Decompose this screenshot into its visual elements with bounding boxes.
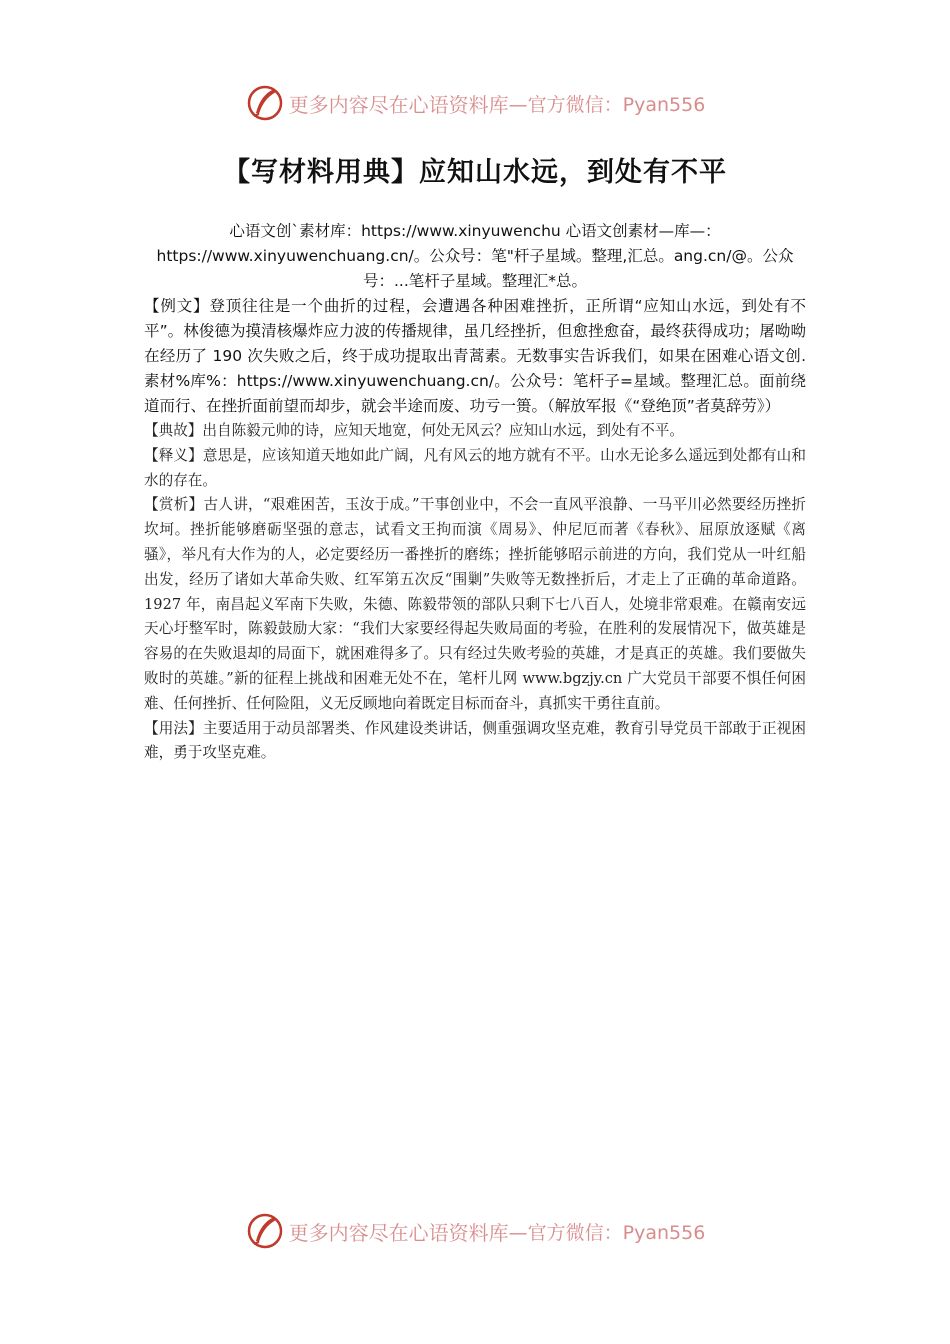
header-site-text: 更多内容尽在心语资料库	[288, 92, 509, 117]
header-banner	[0, 80, 950, 126]
intro-paragraph: 心语文创`素材库：https://www.xinyuwenchu 心语文创素材—库—：https://www.xinyuwenchuang.cn/。公众号：笔"杆子星域。整理,汇总。ang.cn/@。公众号：...笔杆子星域。整理汇*总。	[156, 222, 794, 290]
meaning-paragraph: 【释义】意思是，应该知道天地如此广阔，凡有风云的地方就有不平。山水无论多么遥远到处都有山和水的存在。	[144, 446, 806, 489]
quill-logo-icon	[245, 83, 285, 123]
footer-site-text: 更多内容尽在心语资料库	[288, 1220, 509, 1245]
quill-logo-icon	[245, 1211, 285, 1251]
source-paragraph: 【典故】出自陈毅元帅的诗，应知天地宽，何处无风云？应知山水远，到处有不平。	[144, 422, 684, 439]
document-body	[144, 294, 806, 766]
header-wechat-text: —官方微信：Pyan556	[508, 93, 706, 116]
page-title: 【写材料用典】应知山水远，到处有不平	[223, 157, 727, 188]
footer-banner	[0, 1208, 950, 1254]
analysis-paragraph: 【赏析】古人讲，“艰难困苦，玉汝于成。”干事创业中，不会一直风平浪静、一马平川必然要经历挫折坎坷。挫折能够磨砺坚强的意志，试看文王拘而演《周易》、仲尼厄而著《春秋》、屈原放逐赋《离骚》，举凡有大作为的人，必定要经历一番挫折的磨练；挫折能够昭示前进的方向，我们党从一叶红船出发，经历了诸如大革命失败、红军第五次反“围剿”失败等无数挫折后，才走上了正确的革命道路。1927 年，南昌起义军南下失败，朱德、陈毅带领的部队只剩下七八百人，处境非常艰难。在赣南安远天心圩整军时，陈毅鼓励大家：“我们大家要经得起失败局面的考验，在胜利的发展情况下，做英雄是容易的在失败退却的局面下，就困难得多了。只有经过失败考验的英雄，才是真正的英雄。我们要做失败时的英雄。”新的征程上挑战和困难无处不在，笔杆儿网 www.bgzjy.cn 广大党员干部要不惧任何困难、任何挫折、任何险阻，义无反顾地向着既定目标而奋斗，真抓实干勇往直前。	[144, 496, 806, 712]
usage-paragraph: 【用法】主要适用于动员部署类、作风建设类讲话，侧重强调攻坚克难，教育引导党员干部敢于正视困难，勇于攻坚克难。	[144, 719, 806, 762]
footer-wechat-text: —官方微信：Pyan556	[508, 1221, 706, 1244]
example-paragraph: 【例文】登顶往往是一个曲折的过程，会遭遇各种困难挫折，正所谓“应知山水远，到处有不平”。林俊德为摸清核爆炸应力波的传播规律，虽几经挫折，但愈挫愈奋，最终获得成功；屠呦呦在经历了 190 次失败之后，终于成功提取出青蒿素。无数事实告诉我们，如果在困难心语文创.素材%库%：https://www.xinyuwenchuang.cn/。公众号：笔杆子=星域。整理汇总。面前绕道而行、在挫折面前望而却步，就会半途而废、功亏一篑。（解放军报《“登绝顶”者莫辞劳》）	[144, 297, 806, 415]
